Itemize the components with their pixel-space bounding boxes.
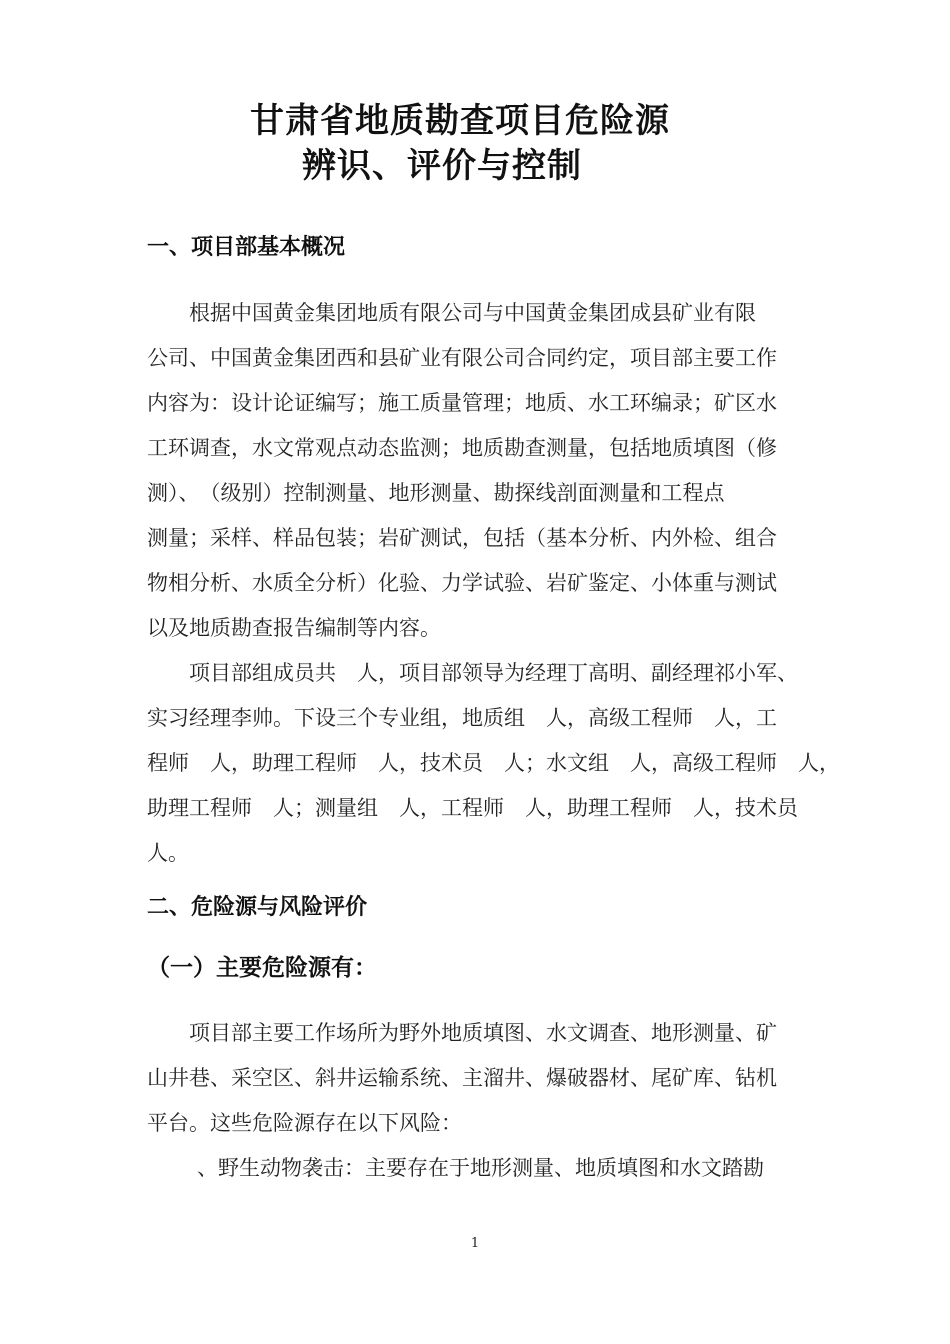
text-line: 测量；采样、样品包装；岩矿测试，包括（基本分析、内外检、组合	[147, 526, 777, 550]
paragraph-wild-animal-risk	[147, 1154, 807, 1184]
text-line: 、野生动物袭击：主要存在于地形测量、地质填图和水文踏勘	[197, 1156, 764, 1180]
text-line: 根据中国黄金集团地质有限公司与中国黄金集团成县矿业有限	[189, 301, 756, 325]
subsection-heading-main-hazards: （一）主要危险源有：	[147, 955, 377, 981]
text-line: 项目部组成员共 人，项目部领导为经理丁高明、副经理祁小军、	[189, 661, 798, 685]
text-line: 山井巷、采空区、斜井运输系统、主溜井、爆破器材、尾矿库、钻机	[147, 1066, 777, 1090]
text-line: 物相分析、水质全分析）化验、力学试验、岩矿鉴定、小体重与测试	[147, 571, 777, 595]
paragraph-work-content	[147, 299, 807, 639]
text-line: 程师 人，助理工程师 人，技术员 人；水文组 人，高级工程师 人，	[147, 751, 840, 775]
section-heading-project-overview: 一、项目部基本概况	[147, 235, 346, 260]
text-line: 平台。这些危险源存在以下风险：	[147, 1111, 462, 1135]
text-line: 项目部主要工作场所为野外地质填图、水文调查、地形测量、矿	[189, 1021, 777, 1045]
page-number: 1	[470, 1236, 480, 1251]
text-line: 测）、 （级别）控制测量、地形测量、勘探线剖面测量和工程点	[147, 481, 725, 505]
text-line: 实习经理李帅。下设三个专业组，地质组 人，高级工程师 人，工	[147, 706, 777, 730]
paragraph-team-members	[147, 659, 840, 865]
text-line: 工环调查，水文常观点动态监测；地质勘查测量，包括地质填图（修	[147, 436, 777, 460]
text-line: 内容为：设计论证编写；施工质量管理；地质、水工环编录；矿区水	[147, 391, 777, 415]
document-title-line-2: 辨识、评价与控制	[302, 146, 582, 186]
text-line: 人。	[147, 841, 189, 865]
document-title-line-1: 甘肃省地质勘查项目危险源	[250, 101, 670, 141]
text-line: 公司、中国黄金集团西和县矿业有限公司合同约定，项目部主要工作	[147, 346, 777, 370]
section-heading-hazard-evaluation: 二、危险源与风险评价	[147, 895, 368, 920]
paragraph-work-sites	[147, 1019, 807, 1139]
text-line: 以及地质勘查报告编制等内容。	[147, 616, 441, 640]
text-line: 助理工程师 人；测量组 人，工程师 人，助理工程师 人，技术员	[147, 796, 798, 820]
